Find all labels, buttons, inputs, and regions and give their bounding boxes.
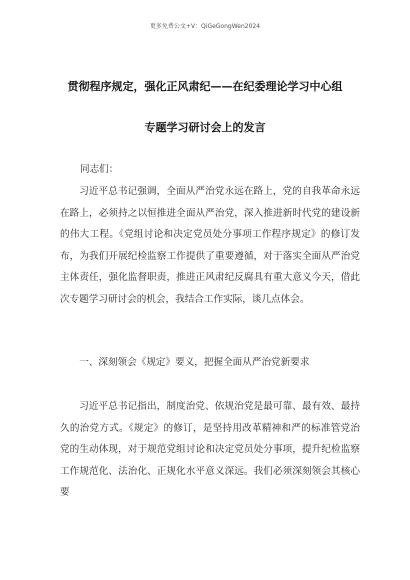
body-paragraph-1: [60, 181, 360, 310]
greeting: 同志们：: [80, 164, 119, 175]
section-heading-text: 一、深刻领会《规定》要义，把握全面从严治党新要求: [79, 357, 310, 368]
header-note: 更多免费公文+V：QiGeGongWen2024: [149, 23, 261, 30]
body-paragraph-2: [60, 396, 360, 504]
document-title-line-1: 贯彻程序规定，强化正风肃纪——在纪委理论学习中心组: [67, 80, 343, 93]
paragraph-text: 习近平总书记指出，制度治党、依规治党是最可靠、最有效、最持久的治党方式。《规定》的修订，是坚持用改革精神和严的标准管党治党的生动体现，对于规范党组讨论和决定党员处分事项，提升纪检监察工作规范化、法治化、正规化水平意义深远。我们必须深刻领会其核心要: [60, 401, 360, 498]
document-title-line-2: 专题学习研讨会上的发言: [144, 121, 266, 134]
section-heading-1: [60, 352, 360, 374]
paragraph-text: 习近平总书记强调，全面从严治党永远在路上，党的自我革命永远在路上，必须持之以恒推进全面从严治党，深入推进新时代党的建设新的伟大工程。《党组讨论和决定党员处分事项工作程序规定》的修订发布，为我们开展纪检监察工作提供了重要遵循，对于落实全面从严治党主体责任，强化监督职责，推进正风肃纪反腐具有重大意义今天，借此次专题学习研讨会的机会，我结合工作实际，谈几点体会。: [60, 186, 360, 305]
